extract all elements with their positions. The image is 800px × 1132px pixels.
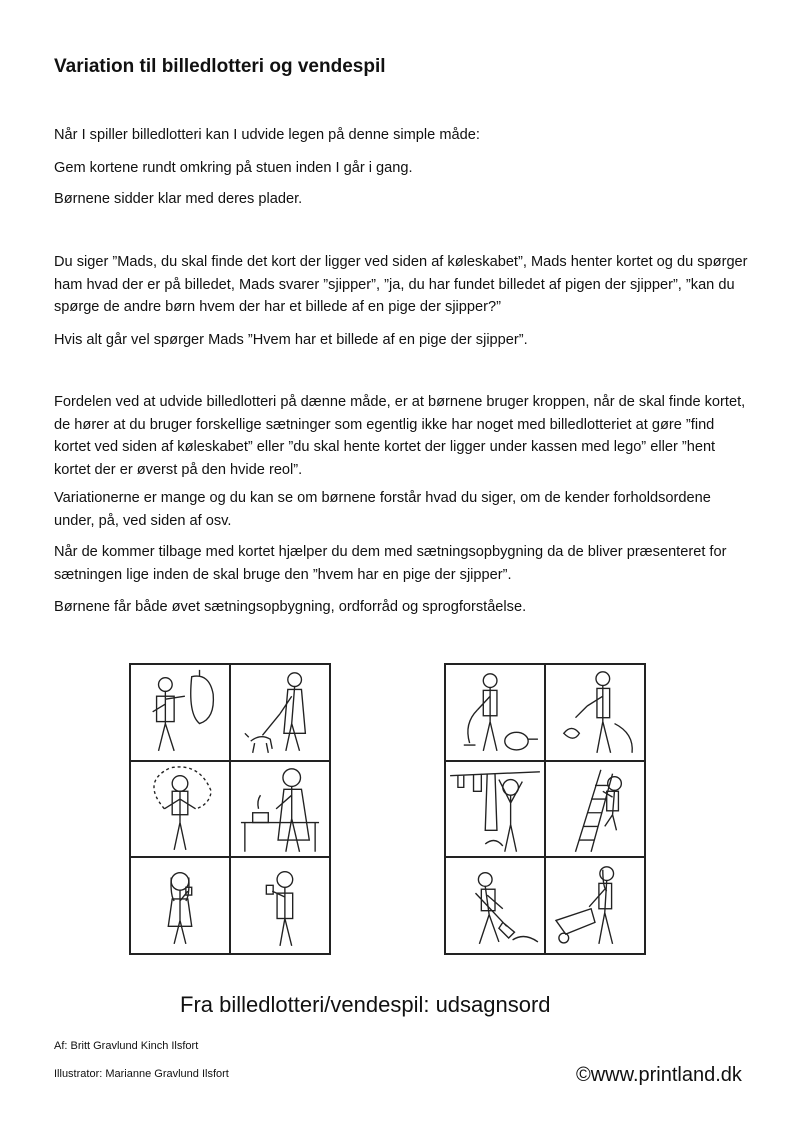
right-card-grid: [444, 663, 646, 955]
card-set-subtitle: Fra billedlotteri/vendespil: udsagnsord: [180, 992, 551, 1017]
paragraph-sentence-building: Når de kommer tilbage med kortet hjælper du dem med sætningsopbygning da de bliver præsenteret for sætningen lige inden de skal bruge den ”hvem har en pige der sjipper”.: [54, 544, 727, 583]
left-card-grid: [129, 663, 331, 955]
paragraph-benefits: Fordelen ved at udvide billedlotteri på dænne måde, er at børnene bruger kroppen, når de skal finde kortet, de hører at du bruger forskellige sætninger som egentlig ikke har noget med billedlotteriet at gøre ”find kortet ved siden af køleskabet” eller ”du skal hente kortet der ligger under kassen med lego” eller ”hent kortet der er øverst på den hvide reol”.: [54, 394, 746, 478]
ladder-climbing-illustration: [545, 761, 645, 858]
author-credit: Af: Britt Gravlund Kinch Ilsfort: [54, 1040, 199, 1052]
paragraph-example-dialogue: Du siger ”Mads, du skal finde det kort der ligger ved siden af køleskabet”, Mads henter kortet og du spørger ham hvad der er på billedet, Mads svarer ”sjipper”, ”ja, du har fundet billedet af pigen der sjipper”, ”kan du spørge de andre børn hvem der har et billede af en pige der sjipper?”: [54, 254, 748, 315]
boxing-illustration: [130, 664, 230, 761]
shoveling-illustration: [445, 857, 545, 954]
paragraph-intro: Når I spiller billedlotteri kan I udvide legen på denne simple måde:: [54, 127, 480, 143]
paragraph-children-ready: Børnene sidder klar med deres plader.: [54, 191, 303, 207]
drinking-boy-illustration: [230, 857, 330, 954]
illustrator-credit: Illustrator: Marianne Gravlund Ilsfort: [54, 1068, 229, 1080]
website-link[interactable]: ©www.printland.dk: [576, 1064, 742, 1086]
vacuuming-illustration: [445, 664, 545, 761]
paragraph-variations: Variationerne er mange og du kan se om børnene forstår hvad du siger, om de kender forholdsordene under, på, ved siden af osv.: [54, 490, 711, 529]
dog-walking-illustration: [230, 664, 330, 761]
paragraph-if-all-goes-well: Hvis alt går vel spørger Mads ”Hvem har et billede af en pige der sjipper”.: [54, 332, 528, 348]
page-title: Variation til billedlotteri og vendespil: [54, 56, 386, 77]
paragraph-summary: Børnene får både øvet sætningsopbygning, ordforråd og sprogforståelse.: [54, 599, 527, 615]
cooking-illustration: [230, 761, 330, 858]
hanging-laundry-illustration: [445, 761, 545, 858]
drinking-girl-illustration: [130, 857, 230, 954]
watering-illustration: [545, 664, 645, 761]
jump-rope-illustration: [130, 761, 230, 858]
wheelbarrow-illustration: [545, 857, 645, 954]
paragraph-hide-cards: Gem kortene rundt omkring på stuen inden I går i gang.: [54, 160, 413, 176]
